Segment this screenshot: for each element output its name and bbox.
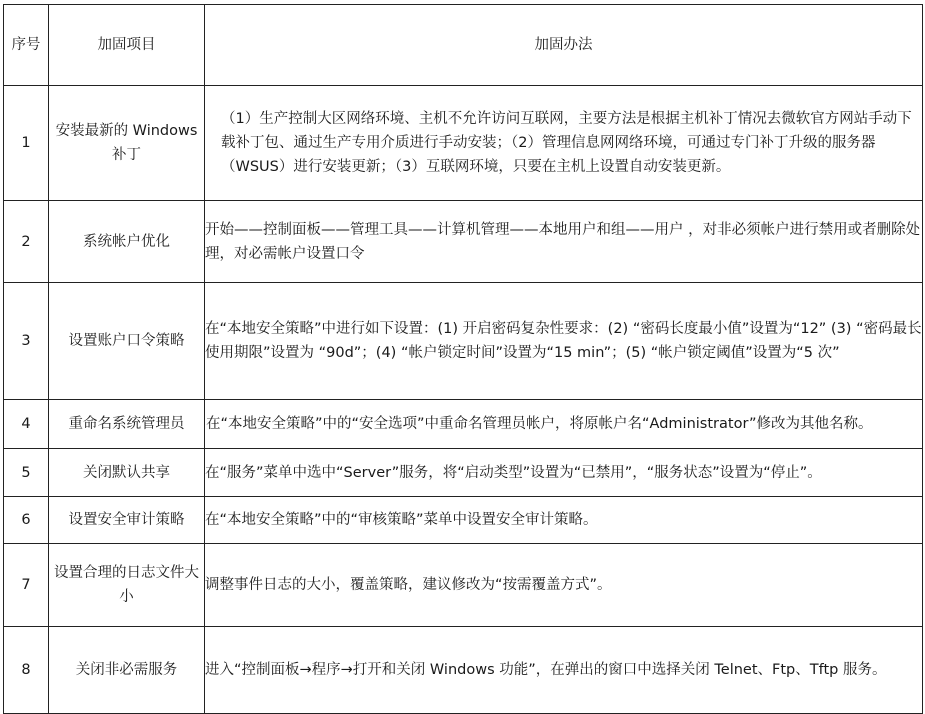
row-item: 关闭非必需服务 [49,627,205,714]
row-method: 开始——控制面板——管理工具——计算机管理——本地用户和组——用户 ，对非必须帐户进行禁用或者删除处理，对必需帐户设置口令 [205,201,923,283]
hardening-table [3,4,923,714]
row-no: 3 [4,283,49,400]
table-row [4,201,923,283]
row-item: 系统帐户优化 [49,201,205,283]
table-row [4,544,923,627]
row-method: 在“本地安全策略”中进行如下设置：(1) 开启密码复杂性要求：(2) “密码长度最小值”设置为“12” (3) “密码最长使用期限”设置为 “90d”；(4) “帐户锁定时间”设置为“15 min”；(5) “帐户锁定阈值”设置为“5 次” [205,283,923,400]
header-item: 加固项目 [49,5,205,86]
row-item: 设置合理的日志文件大小 [49,544,205,627]
table-row [4,497,923,544]
row-item: 重命名系统管理员 [49,400,205,449]
table-row [4,283,923,400]
table-row [4,86,923,201]
row-no: 7 [4,544,49,627]
header-no: 序号 [4,5,49,86]
table-row [4,627,923,714]
table-row [4,400,923,449]
table-header [4,5,923,86]
row-method: 调整事件日志的大小，覆盖策略，建议修改为“按需覆盖方式”。 [205,544,923,627]
row-method: 在“服务”菜单中选中“Server”服务，将“启动类型”设置为“已禁用”，“服务状态”设置为“停止”。 [205,449,923,497]
table-body [4,86,923,714]
header-row [4,5,923,86]
row-no: 4 [4,400,49,449]
row-no: 8 [4,627,49,714]
row-item: 关闭默认共享 [49,449,205,497]
row-method: 进入“控制面板→程序→打开和关闭 Windows 功能”，在弹出的窗口中选择关闭 Telnet、Ftp、Tftp 服务。 [205,627,923,714]
header-method: 加固办法 [205,5,923,86]
row-method: 在“本地安全策略”中的“审核策略”菜单中设置安全审计策略。 [205,497,923,544]
row-method: 在“本地安全策略”中的“安全选项”中重命名管理员帐户，将原帐户名“Administrator”修改为其他名称。 [205,400,923,449]
row-item: 安装最新的 Windows 补丁 [49,86,205,201]
row-item: 设置安全审计策略 [49,497,205,544]
row-no: 6 [4,497,49,544]
row-no: 5 [4,449,49,497]
row-item: 设置账户口令策略 [49,283,205,400]
table-row [4,449,923,497]
row-no: 1 [4,86,49,201]
row-method: （1）生产控制大区网络环境、主机不允许访问互联网，主要方法是根据主机补丁情况去微软官方网站手动下载补丁包、通过生产专用介质进行手动安装；（2）管理信息网网络环境，可通过专门补丁升级的服务器（WSUS）进行安装更新；（3）互联网环境，只要在主机上设置自动安装更新。 [205,86,923,201]
row-no: 2 [4,201,49,283]
